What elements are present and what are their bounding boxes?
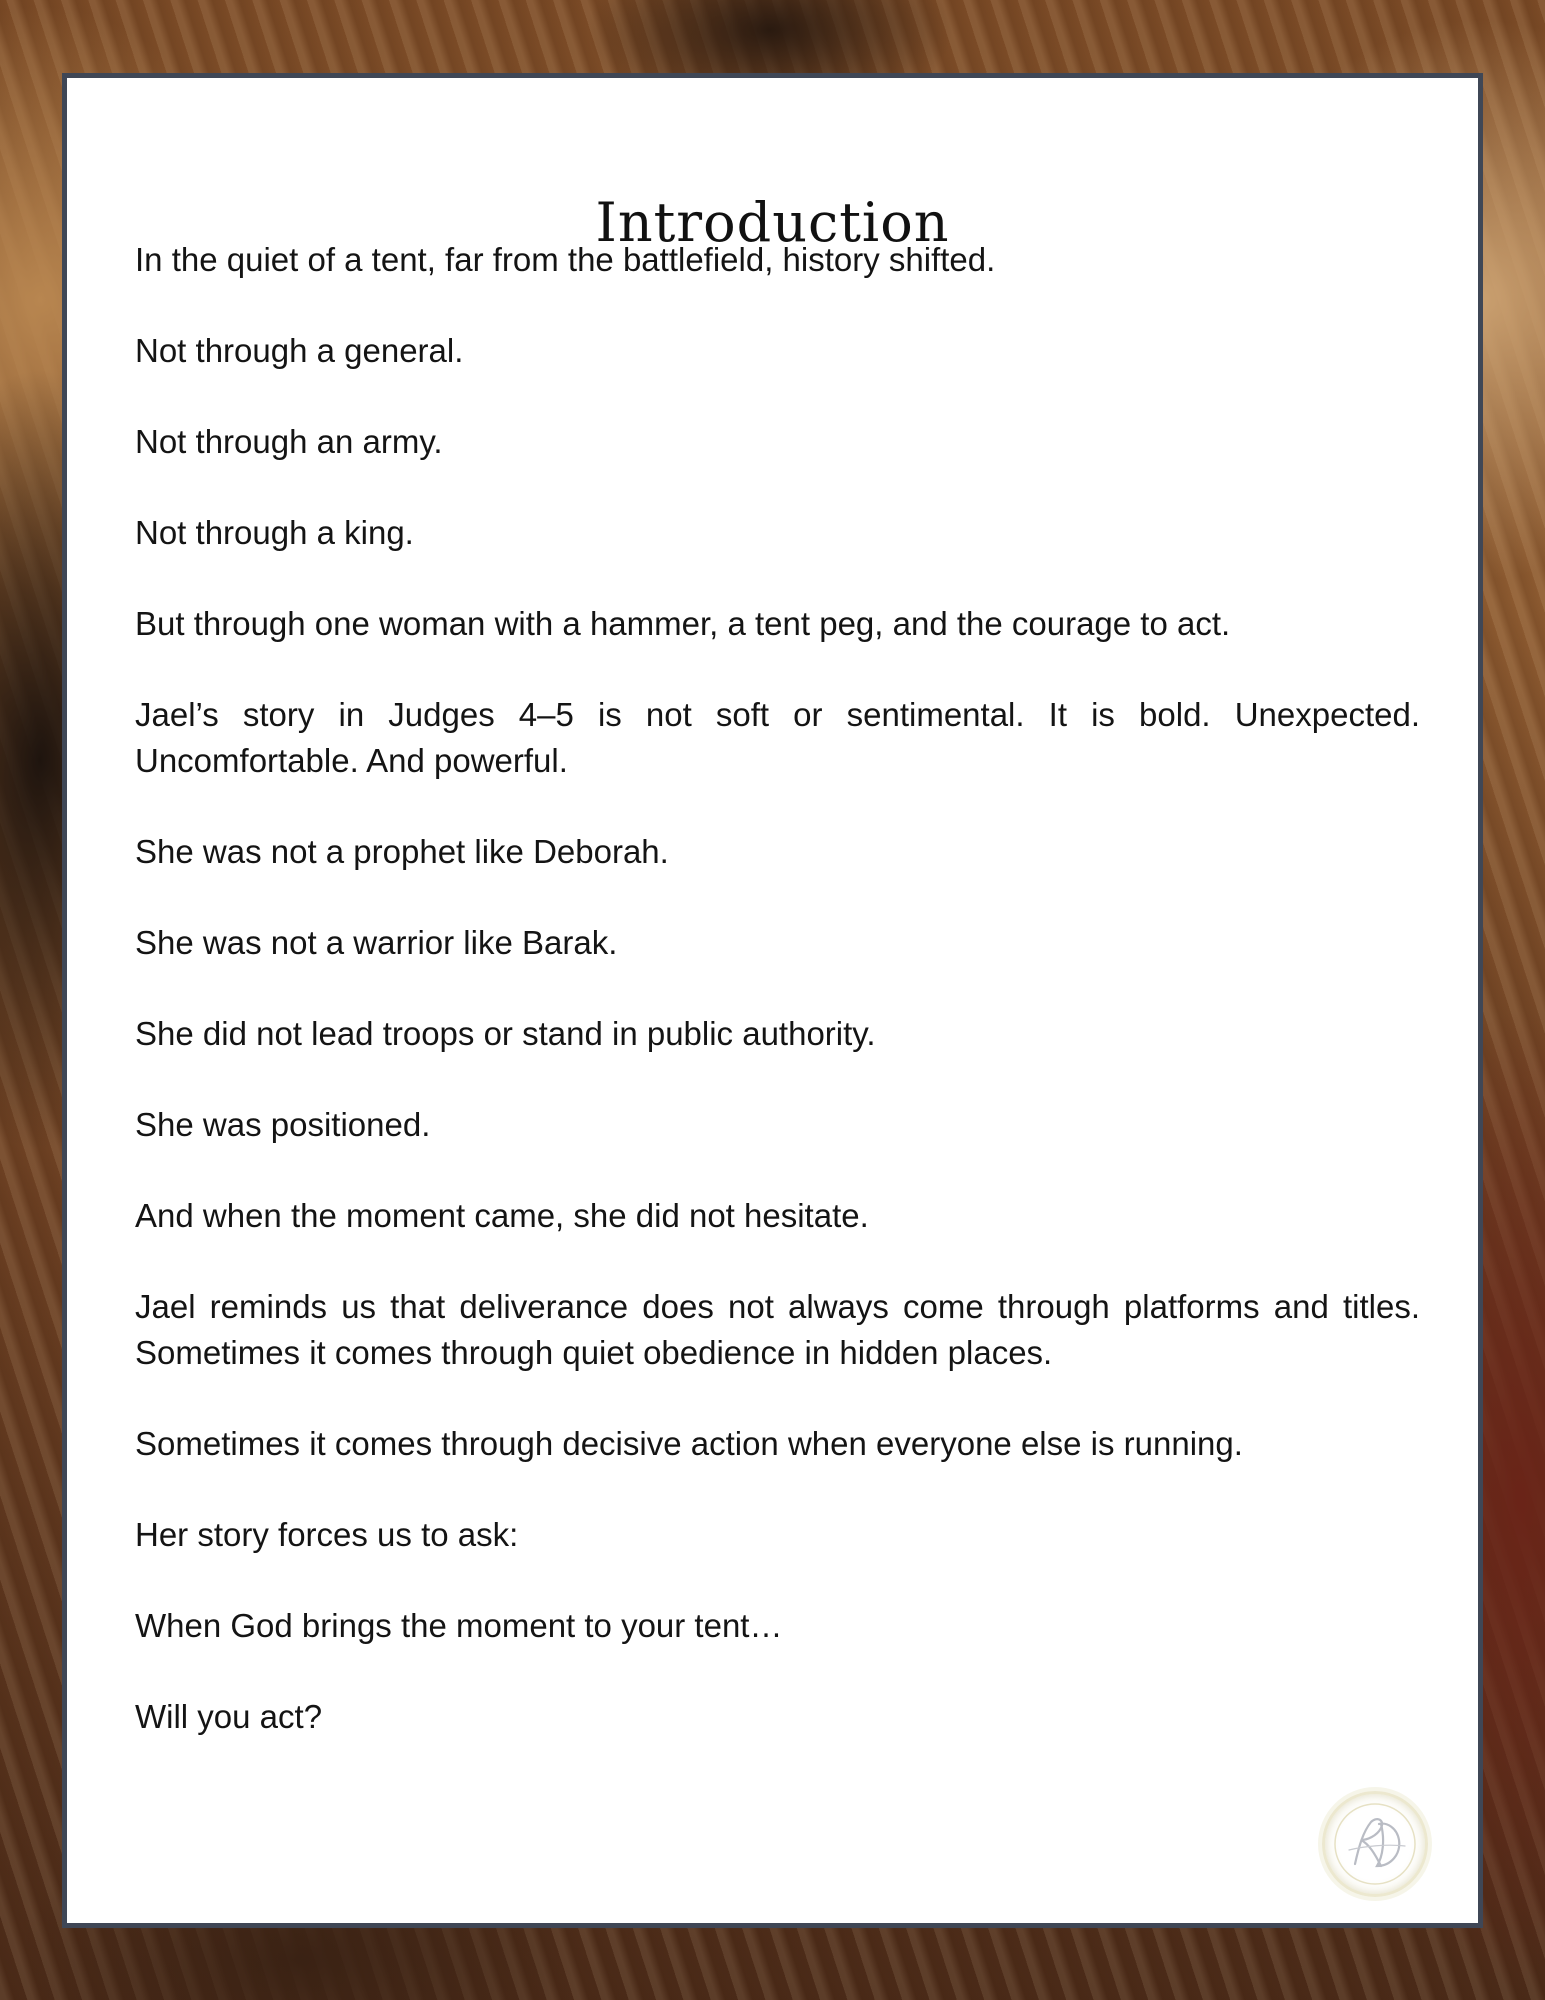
paragraph: When God brings the moment to your tent…: [135, 1607, 783, 1644]
document-page: [62, 73, 1483, 1928]
paragraph: Not through a king.: [135, 514, 414, 551]
paragraph: Jael’s story in Judges 4–5 is not soft or sentimental. It is bold. Unexpected. Uncomfortable. And powerful.: [135, 696, 1420, 779]
page-title: Introduction: [595, 191, 950, 254]
paragraph: And when the moment came, she did not hesitate.: [135, 1197, 869, 1234]
paragraph: She was not a warrior like Barak.: [135, 924, 618, 961]
paragraph: But through one woman with a hammer, a tent peg, and the courage to act.: [135, 605, 1231, 642]
paragraph: Not through a general.: [135, 332, 464, 369]
body-text: [135, 237, 1420, 1740]
paragraph: Her story forces us to ask:: [135, 1516, 519, 1553]
paragraph: She was positioned.: [135, 1106, 431, 1143]
paragraph: Jael reminds us that deliverance does not always come through platforms and titles. Sometimes it comes through quiet obedience in hidden places.: [135, 1288, 1420, 1371]
paragraph: Will you act?: [135, 1698, 323, 1735]
paragraph: In the quiet of a tent, far from the battlefield, history shifted.: [135, 241, 996, 278]
paragraph: Not through an army.: [135, 423, 443, 460]
monogram-seal-icon: [1322, 1791, 1428, 1897]
paragraph: Sometimes it comes through decisive action when everyone else is running.: [135, 1425, 1243, 1462]
paragraph: She did not lead troops or stand in public authority.: [135, 1015, 876, 1052]
paragraph: She was not a prophet like Deborah.: [135, 833, 669, 870]
